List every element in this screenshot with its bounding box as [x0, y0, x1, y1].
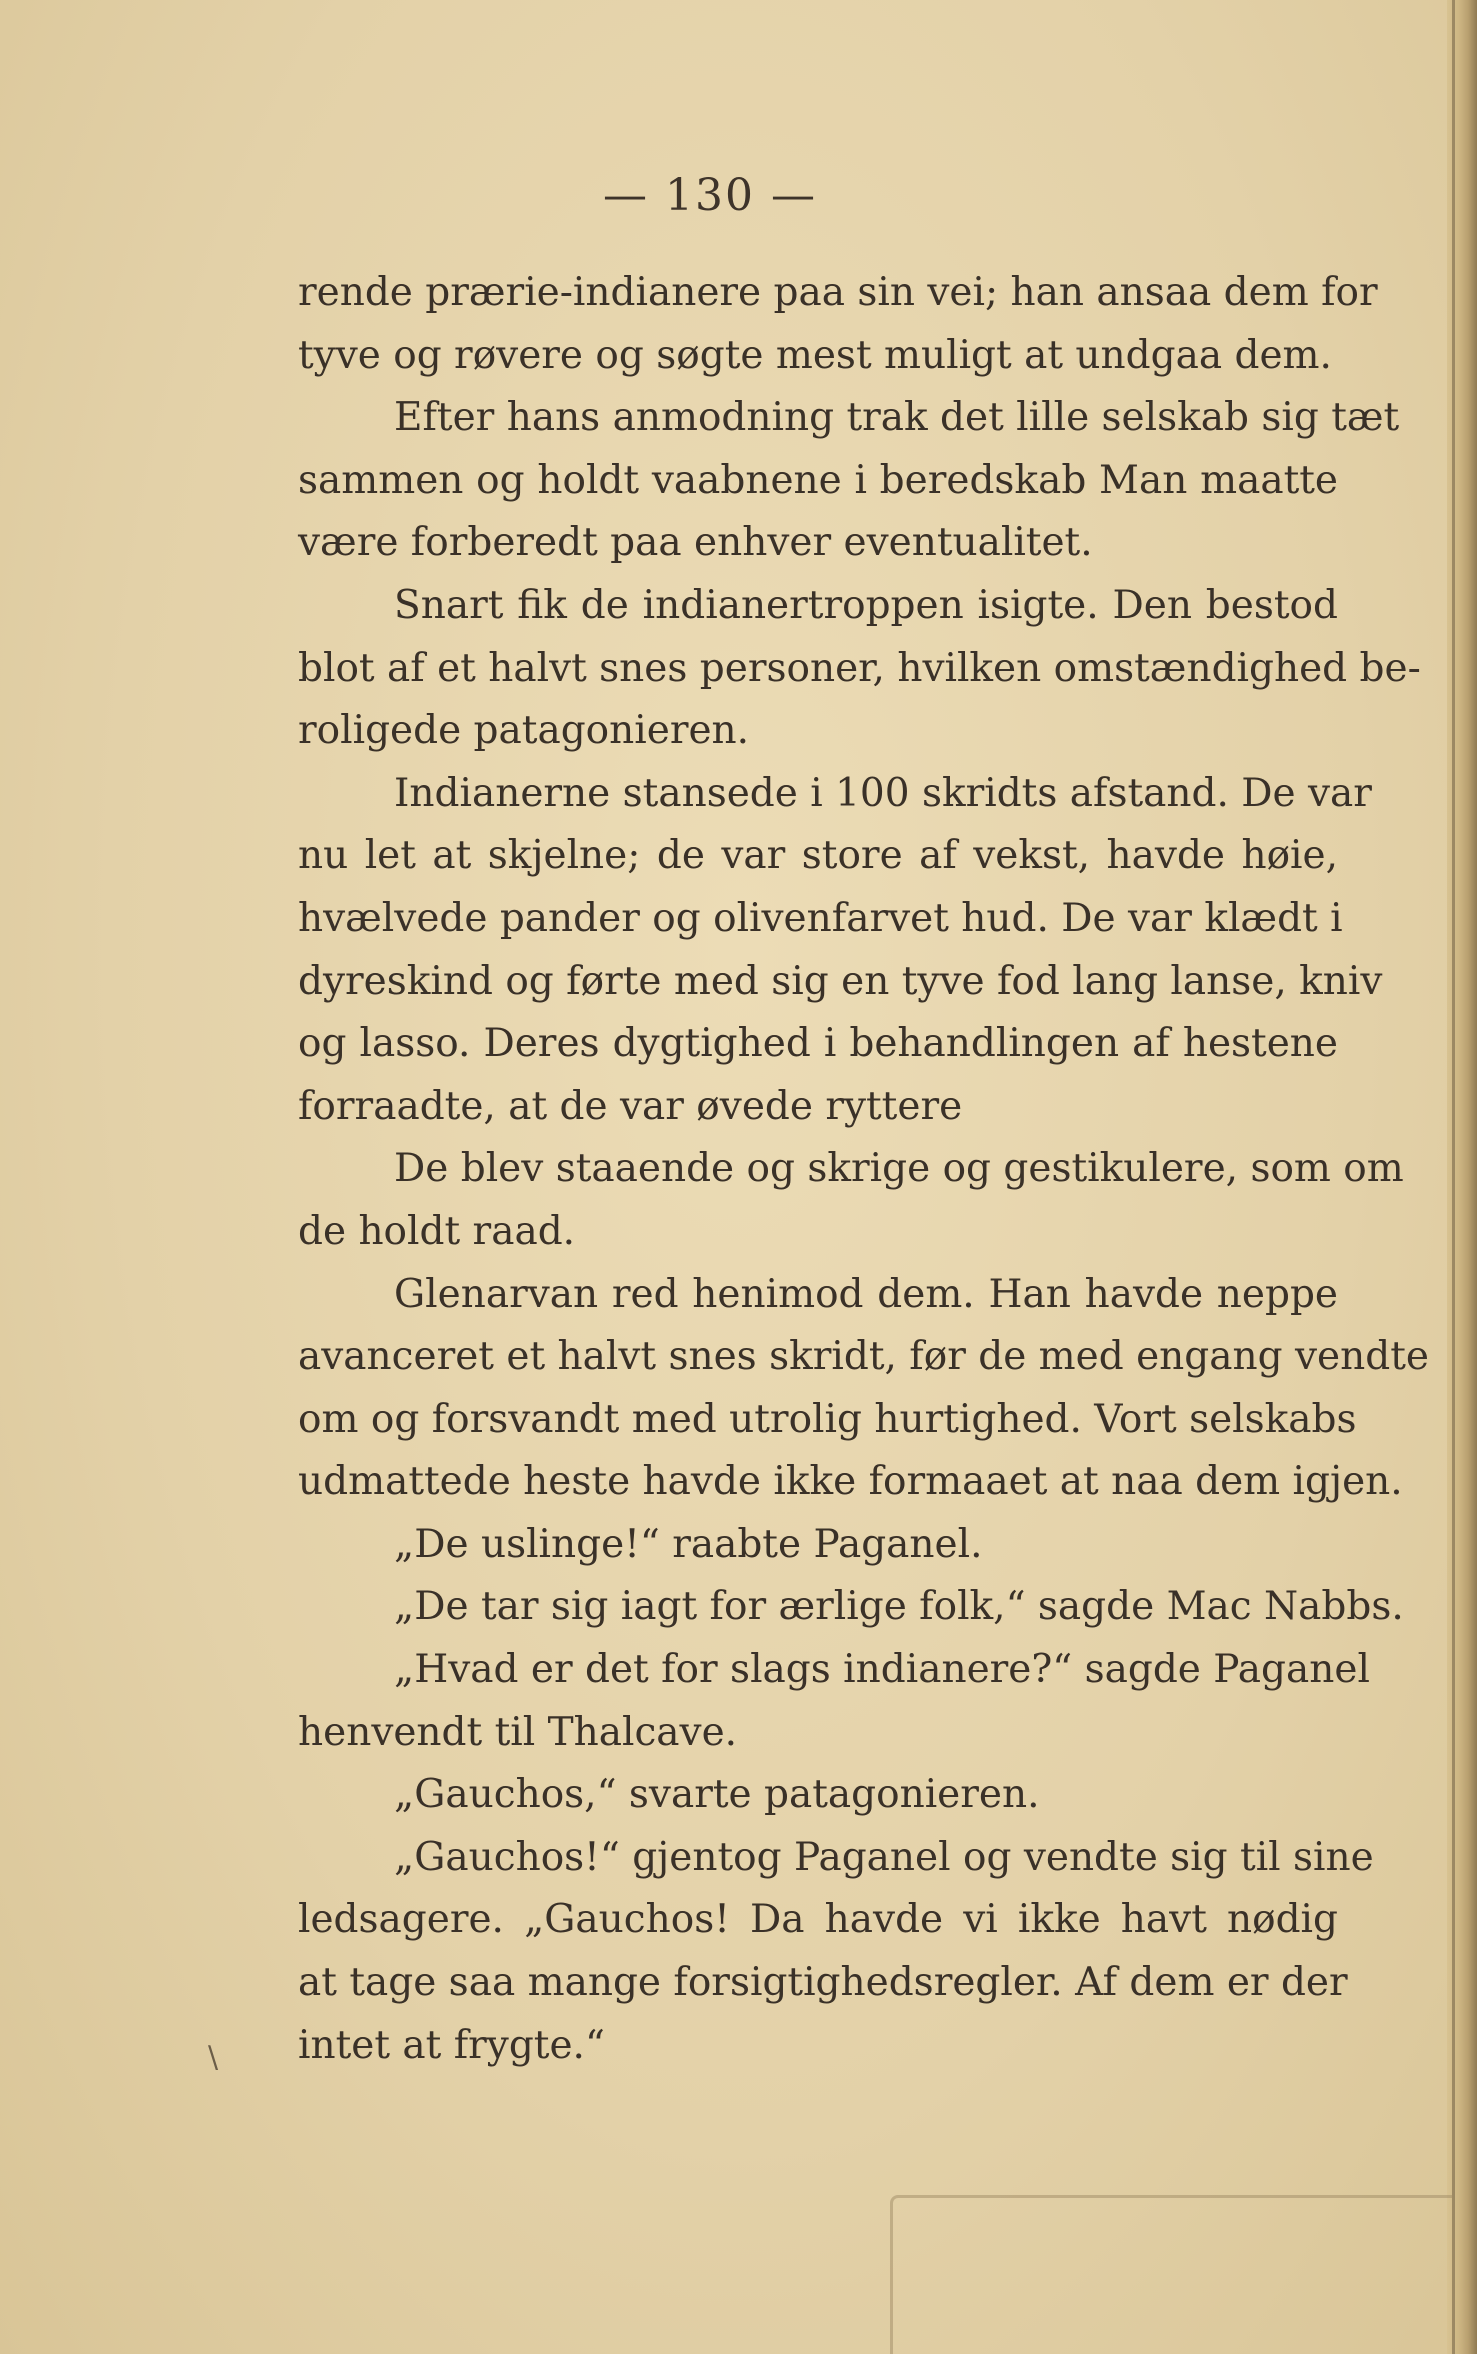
- text-line: Indianerne stansede i 100 skridts afstand. De var: [394, 770, 1372, 816]
- text-line: dyreskind og førte med sig en tyve fod lang lanse, kniv: [298, 958, 1383, 1004]
- text-line: udmattede heste havde ikke formaaet at naa dem igjen.: [298, 1459, 1403, 1505]
- text-line: hvælvede pander og olivenfarvet hud. De var klædt i: [298, 895, 1343, 941]
- text-line: „Gauchos!“ gjentog Paganel og vendte sig til sine: [394, 1834, 1374, 1880]
- page-number: — 130 —: [603, 170, 817, 221]
- stray-ink-mark: \: [208, 2040, 219, 2075]
- text-line: „Gauchos,“ svarte patagonieren.: [394, 1772, 1040, 1818]
- text-line: tyve og røvere og søgte mest muligt at undgaa dem.: [298, 332, 1332, 378]
- page-gutter-line: [1452, 0, 1455, 2354]
- text-line: forraadte, at de var øvede ryttere: [298, 1083, 963, 1129]
- text-line: intet at frygte.“: [298, 2022, 605, 2068]
- text-line: roligede patagonieren.: [298, 708, 750, 754]
- text-line: de holdt raad.: [298, 1208, 576, 1254]
- text-line: om og forsvandt med utrolig hurtighed. Vort selskabs: [298, 1396, 1357, 1442]
- text-line: henvendt til Thalcave.: [298, 1709, 738, 1755]
- text-line: ledsagere. „Gauchos! Da havde vi ikke havt nødig: [298, 1897, 1338, 1943]
- text-line: at tage saa mange forsigtighedsregler. Af dem er der: [298, 1960, 1348, 2006]
- text-line: „De tar sig iagt for ærlige folk,“ sagde Mac Nabbs.: [394, 1584, 1404, 1630]
- text-line: rende prærie-indianere paa sin vei; han ansaa dem for: [298, 270, 1378, 315]
- text-line: sammen og holdt vaabnene i beredskab Man maatte: [298, 457, 1338, 503]
- text-line: De blev staaende og skrige og gestikulere, som om: [394, 1146, 1404, 1192]
- text-line: avanceret et halvt snes skridt, før de med engang vendte: [298, 1334, 1429, 1380]
- text-line: „De uslinge!“ raabte Paganel.: [394, 1521, 983, 1567]
- text-line: „Hvad er det for slags indianere?“ sagde Paganel: [394, 1647, 1370, 1693]
- body-text: [298, 262, 1429, 2077]
- text-line: og lasso. Deres dygtighed i behandlingen af hestene: [298, 1021, 1338, 1067]
- text-line: nu let at skjelne; de var store af vekst, havde høie,: [298, 833, 1338, 879]
- text-line: Glenarvan red henimod dem. Han havde neppe: [394, 1271, 1338, 1317]
- text-line: blot af et halvt snes personer, hvilken omstændighed be-: [298, 645, 1421, 691]
- text-line: være forberedt paa enhver eventualitet.: [298, 520, 1093, 566]
- text-line: Efter hans anmodning trak det lille selskab sig tæt: [394, 395, 1400, 441]
- text-line: Snart fik de indianertroppen isigte. Den bestod: [394, 582, 1338, 628]
- page-corner-fold: [890, 2195, 1453, 2354]
